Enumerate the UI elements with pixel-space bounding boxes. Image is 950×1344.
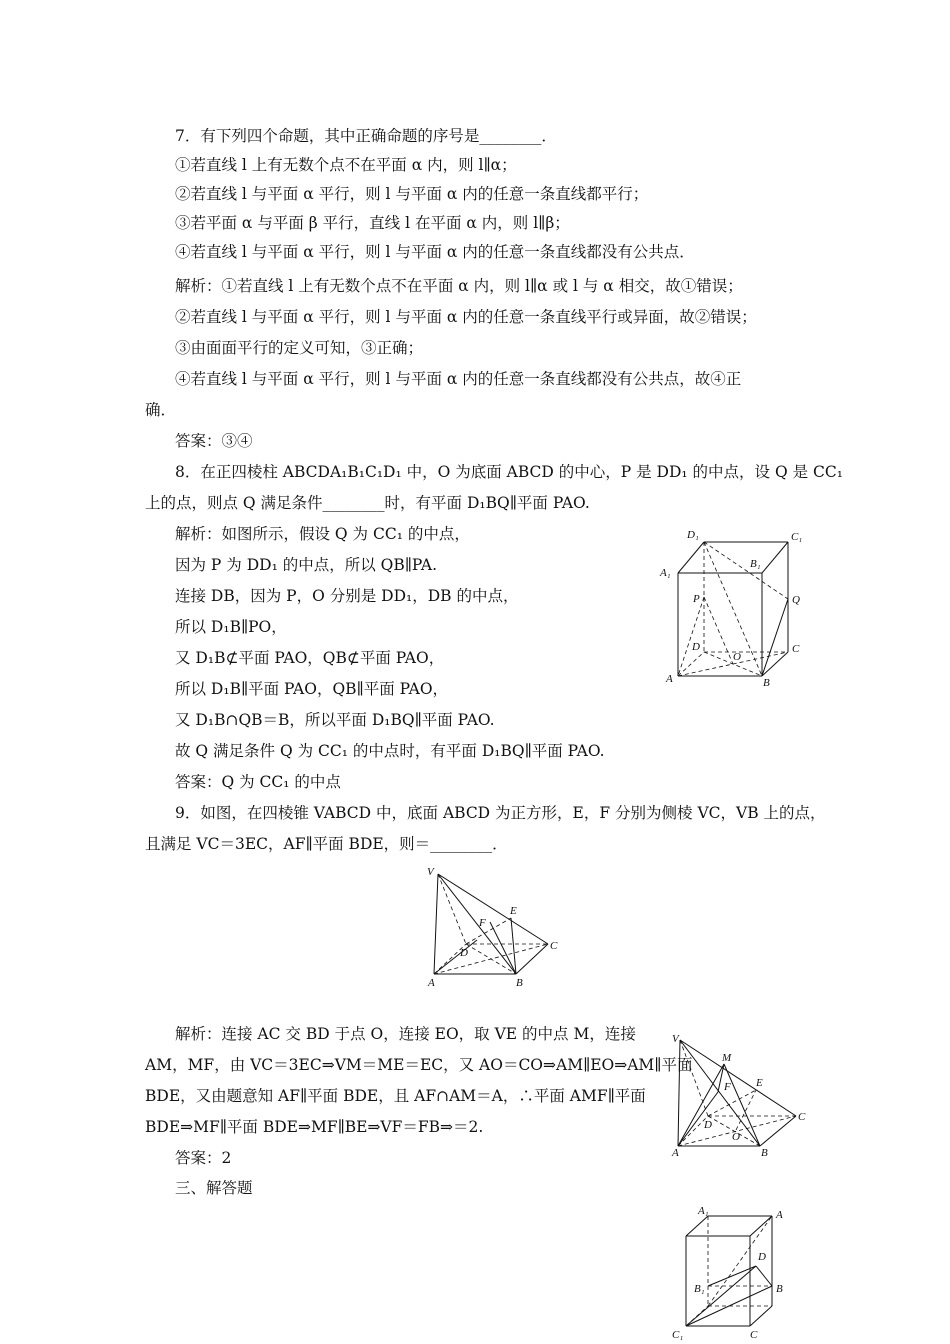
label-V: V bbox=[427, 866, 434, 878]
label-B1: B₁ bbox=[694, 1283, 705, 1295]
label-O: O bbox=[733, 651, 741, 663]
label-C: C bbox=[750, 1329, 758, 1341]
label-P: P bbox=[693, 593, 700, 605]
label-B1: B₁ bbox=[750, 558, 761, 570]
label-E: E bbox=[510, 905, 517, 917]
label-A: A bbox=[666, 673, 673, 685]
q9-solution-line: AM，MF，由 VC＝3EC⇒VM＝ME＝EC，又 AO＝CO⇒AM∥EO⇒AM∥平面 bbox=[145, 1056, 693, 1074]
label-D1: D₁ bbox=[687, 529, 699, 541]
label-D: D bbox=[758, 1251, 766, 1263]
q7-solution-3: ③由面面平行的定义可知，③正确； bbox=[175, 339, 424, 357]
label-C1: C₁ bbox=[672, 1329, 684, 1341]
label-O: O bbox=[732, 1131, 740, 1143]
q8-solution-line: 又 D₁B⊄平面 PAO，QB⊄平面 PAO， bbox=[175, 649, 445, 667]
label-A1: A₁ bbox=[660, 567, 671, 579]
q9-stem-1: 9．如图，在四棱锥 VABCD 中，底面 ABCD 为正方形，E，F 分别为侧棱 VC，VB 上的点， bbox=[175, 804, 826, 822]
q9-solution-line: 解析：连接 AC 交 BD 于点 O，连接 EO，取 VE 的中点 M，连接 bbox=[175, 1025, 636, 1043]
q7-solution-4a: ④若直线 l 与平面 α 平行，则 l 与平面 α 内的任意一条直线都没有公共点，故④正 bbox=[175, 370, 742, 388]
label-A1: A₁ bbox=[698, 1205, 709, 1217]
q8-answer: 答案：Q 为 CC₁ 的中点 bbox=[175, 773, 341, 791]
label-D: D bbox=[692, 641, 700, 653]
q8-solution-line: 所以 D₁B∥PO， bbox=[175, 618, 287, 636]
label-V: V bbox=[672, 1033, 679, 1045]
label-B: B bbox=[776, 1283, 783, 1295]
q9-answer: 答案：2 bbox=[175, 1149, 232, 1167]
q7-solution-1: 解析：①若直线 l 上有无数个点不在平面 α 内，则 l∥α 或 l 与 α 相交，故①错误； bbox=[175, 277, 743, 295]
label-F: F bbox=[724, 1081, 731, 1093]
label-B: B bbox=[761, 1147, 768, 1159]
q7-answer: 答案：③④ bbox=[175, 432, 253, 450]
q7-option-4: ④若直线 l 与平面 α 平行，则 l 与平面 α 内的任意一条直线都没有公共点． bbox=[175, 243, 695, 261]
pyramid-figure bbox=[420, 862, 570, 992]
label-C: C bbox=[798, 1111, 806, 1123]
q7-option-1: ①若直线 l 上有无数个点不在平面 α 内，则 l∥α； bbox=[175, 156, 517, 174]
label-B: B bbox=[516, 977, 523, 989]
q8-stem-2: 上的点，则点 Q 满足条件________时，有平面 D₁BQ∥平面 PAO. bbox=[145, 494, 590, 512]
label-D: D bbox=[704, 1119, 712, 1131]
label-C: C bbox=[550, 940, 558, 952]
q7-solution-2: ②若直线 l 与平面 α 平行，则 l 与平面 α 内的任意一条直线平行或异面，故②错误； bbox=[175, 308, 757, 326]
q8-solution-line: 解析：如图所示，假设 Q 为 CC₁ 的中点， bbox=[175, 525, 470, 543]
q9-solution-line: BDE⇒MF∥平面 BDE⇒MF∥BE⇒VF＝FB⇒＝2. bbox=[145, 1118, 484, 1136]
label-E: E bbox=[756, 1077, 763, 1089]
q7-stem: 7．有下列四个命题，其中正确命题的序号是________． bbox=[175, 127, 557, 145]
q8-solution-line: 故 Q 满足条件 Q 为 CC₁ 的中点时，有平面 D₁BQ∥平面 PAO. bbox=[175, 742, 605, 760]
label-C: C bbox=[792, 643, 800, 655]
q8-stem-1: 8．在正四棱柱 ABCDA₁B₁C₁D₁ 中，O 为底面 ABCD 的中心，P 是 DD₁ 的中点，设 Q 是 CC₁ bbox=[175, 463, 843, 481]
label-A: A bbox=[672, 1147, 679, 1159]
label-B: B bbox=[763, 677, 770, 689]
q8-solution-line: 连接 DB，因为 P，O 分别是 DD₁，DB 的中点， bbox=[175, 587, 519, 605]
label-Q: Q bbox=[792, 594, 800, 606]
q9-stem-2: 且满足 VC＝3EC，AF∥平面 BDE，则＝________． bbox=[145, 835, 508, 853]
label-F: F bbox=[479, 917, 486, 929]
q7-option-3: ③若平面 α 与平面 β 平行，直线 l 在平面 α 内，则 l∥β； bbox=[175, 214, 570, 232]
q7-option-2: ②若直线 l 与平面 α 平行，则 l 与平面 α 内的任意一条直线都平行； bbox=[175, 185, 649, 203]
label-A: A bbox=[776, 1209, 783, 1221]
prism-figure-bottom bbox=[664, 1202, 804, 1344]
q7-solution-4b: 确． bbox=[145, 401, 177, 419]
label-A: A bbox=[428, 977, 435, 989]
label-D: D bbox=[460, 947, 468, 959]
q8-solution-line: 又 D₁B∩QB＝B，所以平面 D₁BQ∥平面 PAO. bbox=[175, 711, 495, 729]
q9-solution-line: BDE，又由题意知 AF∥平面 BDE，且 AF∩AM＝A，∴平面 AMF∥平面 bbox=[145, 1087, 646, 1105]
section-heading: 三、解答题 bbox=[175, 1179, 253, 1197]
prism-figure bbox=[656, 524, 816, 690]
pyramid-solution-figure bbox=[668, 1030, 813, 1160]
q8-solution-line: 所以 D₁B∥平面 PAO，QB∥平面 PAO， bbox=[175, 680, 449, 698]
q8-solution-line: 因为 P 为 DD₁ 的中点，所以 QB∥PA. bbox=[175, 556, 438, 574]
label-M: M bbox=[722, 1052, 732, 1064]
label-C1: C₁ bbox=[791, 531, 803, 543]
